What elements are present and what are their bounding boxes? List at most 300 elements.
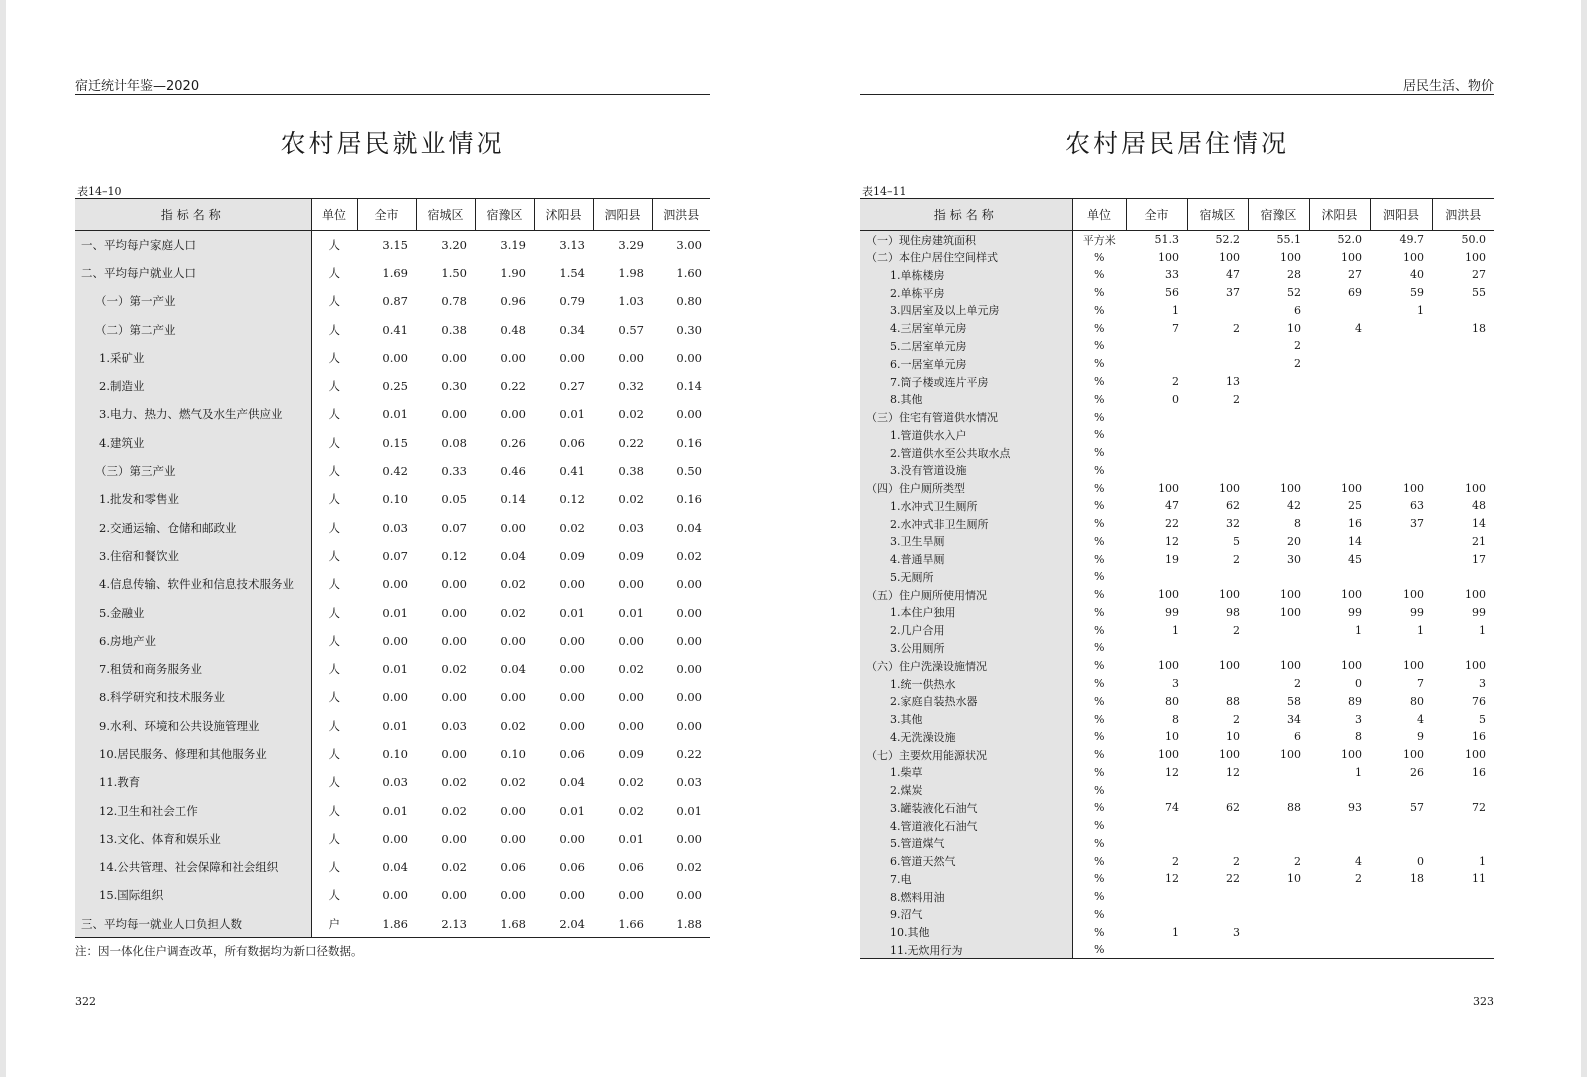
value-cell: 0.00 [382,633,408,648]
value-cell: 0.00 [559,888,585,903]
row-label: 2.几户合用 [860,621,1072,639]
value-cell [1248,621,1309,639]
value-cell [1432,337,1494,355]
value-cell: 0.10 [382,746,408,761]
value-cell: 47 [1226,268,1240,282]
row-label: 4.建筑业 [75,429,311,457]
value-cell: 28 [1287,268,1301,282]
value-cell: 100 [1341,659,1362,673]
value-cell: 0.01 [618,831,644,846]
value-cell: 0.02 [676,548,702,563]
table-row [75,910,710,938]
value-cell: 1.60 [676,265,702,280]
unit-cell: % [1072,568,1126,586]
value-cell: 0.34 [559,322,585,337]
row-label: 6.房地产业 [75,627,311,655]
table-row [860,852,1494,870]
value-cell: 0.22 [500,379,526,394]
value-cell: 51.3 [1154,233,1179,247]
value-cell: 45 [1348,552,1362,566]
unit-cell: 人 [311,457,357,485]
unit-cell: % [1072,319,1126,337]
value-cell: 0.01 [382,605,408,620]
value-cell: 2 [1294,854,1301,868]
value-cell: 100 [1465,250,1486,264]
value-cell: 10 [1226,730,1240,744]
value-cell: 8 [1294,517,1301,531]
value-cell: 99 [1348,605,1362,619]
value-cell: 6 [1294,730,1301,744]
value-cell: 3.15 [382,237,408,252]
unit-cell: % [1072,621,1126,639]
value-cell: 2 [1233,854,1240,868]
value-cell: 0.00 [382,888,408,903]
value-cell [1370,337,1432,355]
value-cell: 0.16 [676,492,702,507]
value-cell: 0.03 [382,520,408,535]
row-label: 二、平均每户就业人口 [75,259,311,287]
row-label: （四）住户厕所类型 [860,479,1072,497]
value-cell: 99 [1410,605,1424,619]
row-label: 6.管道天然气 [860,852,1072,870]
value-cell: 0.02 [441,662,467,677]
value-cell: 22 [1226,872,1240,886]
table-row [860,426,1494,444]
column-header: 泗洪县 [652,199,710,231]
value-cell: 0.04 [559,775,585,790]
row-label: 10.居民服务、修理和其他服务业 [75,740,311,768]
row-label: 1.管道供水入户 [860,426,1072,444]
value-cell [1309,835,1370,853]
table-row [860,906,1494,924]
value-cell: 0.00 [441,690,467,705]
value-cell [1309,923,1370,941]
value-cell: 0.00 [618,718,644,733]
unit-cell: 人 [311,259,357,287]
table-row [860,568,1494,586]
value-cell [1248,888,1309,906]
table-row [860,533,1494,551]
table-row [860,444,1494,462]
unit-cell: 户 [311,910,357,938]
unit-cell: 人 [311,400,357,428]
row-label: 9.水利、环境和公共设施管理业 [75,712,311,740]
value-cell [1126,444,1187,462]
unit-cell: % [1072,426,1126,444]
value-cell: 3 [1233,925,1240,939]
value-cell: 0.02 [618,803,644,818]
value-cell [1187,781,1248,799]
value-cell [1432,302,1494,320]
value-cell [1126,426,1187,444]
table-row [860,550,1494,568]
table-row [860,266,1494,284]
value-cell: 48 [1472,499,1486,513]
table-row [860,763,1494,781]
value-cell: 42 [1287,499,1301,513]
page-right [860,0,1494,1077]
running-header [860,74,1494,95]
value-cell [1432,568,1494,586]
unit-cell: % [1072,941,1126,959]
value-cell [1187,302,1248,320]
value-cell: 7 [1417,677,1424,691]
value-cell: 2.13 [416,910,475,938]
value-cell: 34 [1287,712,1301,726]
row-label: 11.无炊用行为 [860,941,1072,959]
value-cell: 0.96 [500,294,526,309]
row-label: （七）主要炊用能源状况 [860,746,1072,764]
value-cell: 2 [1355,872,1362,886]
page-number: 322 [75,995,96,1008]
value-cell: 1.90 [500,265,526,280]
value-cell: 0.09 [559,548,585,563]
value-cell: 98 [1226,605,1240,619]
unit-cell: % [1072,604,1126,622]
value-cell: 0.00 [500,407,526,422]
page-title: 农村居民就业情况 [280,129,505,158]
unit-cell: 人 [311,429,357,457]
value-cell: 6 [1294,303,1301,317]
row-label: 3.住宿和餐饮业 [75,542,311,570]
value-cell: 0.33 [441,464,467,479]
value-cell: 0.41 [382,322,408,337]
unit-cell: % [1072,586,1126,604]
table-header-row [75,199,710,231]
value-cell [1248,408,1309,426]
value-cell: 100 [1219,748,1240,762]
value-cell: 0.48 [500,322,526,337]
value-cell: 1.66 [593,910,652,938]
value-cell [1126,906,1187,924]
row-label: 1.单栋楼房 [860,266,1072,284]
value-cell: 1.98 [618,265,644,280]
value-cell [1370,568,1432,586]
value-cell: 27 [1348,268,1362,282]
value-cell: 0.00 [441,888,467,903]
value-cell: 0.02 [441,860,467,875]
row-label: 4.管道液化石油气 [860,817,1072,835]
value-cell: 13 [1226,375,1240,388]
value-cell [1309,941,1370,959]
row-label: 1.统一供热水 [860,675,1072,693]
value-cell [1432,444,1494,462]
value-cell: 0.32 [618,379,644,394]
value-cell: 55 [1472,286,1486,300]
value-cell: 1.54 [559,265,585,280]
value-cell: 100 [1158,659,1179,673]
value-cell [1126,888,1187,906]
value-cell: 0.00 [500,831,526,846]
value-cell: 100 [1158,481,1179,495]
value-cell [1432,639,1494,657]
value-cell: 0.00 [676,605,702,620]
column-header: 宿豫区 [475,199,534,231]
table-row [75,627,710,655]
row-label: 5.无厕所 [860,568,1072,586]
unit-cell: 人 [311,231,357,259]
value-cell: 100 [1280,659,1301,673]
value-cell: 0 [1172,392,1179,406]
row-label: 2.家庭自装热水器 [860,692,1072,710]
value-cell: 49.7 [1399,233,1424,247]
value-cell: 0 [1417,854,1424,868]
value-cell: 0.00 [559,690,585,705]
column-header: 指标名称 [75,199,311,231]
value-cell: 11 [1472,872,1486,886]
value-cell: 0.05 [441,492,467,507]
value-cell: 80 [1165,694,1179,708]
unit-cell: % [1072,497,1126,515]
row-label: 2.制造业 [75,372,311,400]
value-cell: 1.03 [618,294,644,309]
value-cell: 8 [1355,730,1362,744]
value-cell: 21 [1472,534,1486,548]
value-cell: 0.25 [382,379,408,394]
table-row [860,675,1494,693]
value-cell [1432,355,1494,373]
value-cell: 2 [1233,712,1240,726]
unit-cell: 平方米 [1072,231,1126,249]
row-label: （三）住宅有管道供水情况 [860,408,1072,426]
row-label: 4.三居室单元房 [860,319,1072,337]
value-cell [1309,906,1370,924]
value-cell: 52.0 [1337,233,1362,247]
value-cell [1187,888,1248,906]
value-cell: 100 [1465,481,1486,495]
table-row [860,479,1494,497]
row-label: 2.交通运输、仓储和邮政业 [75,513,311,541]
unit-cell: 人 [311,372,357,400]
value-cell [1187,675,1248,693]
column-header: 单位 [311,199,357,231]
value-cell: 7 [1172,321,1179,335]
table-row [860,461,1494,479]
row-label: 5.金融业 [75,598,311,626]
value-cell [1432,941,1494,959]
value-cell [1309,781,1370,799]
table-row [860,835,1494,853]
value-cell: 0.09 [618,548,644,563]
value-cell [1309,639,1370,657]
table-row [860,657,1494,675]
row-label: 2.单栋平房 [860,284,1072,302]
value-cell: 100 [1158,250,1179,264]
value-cell: 0.30 [441,379,467,394]
value-cell: 12 [1165,534,1179,548]
value-cell: 100 [1219,481,1240,495]
unit-cell: % [1072,835,1126,853]
unit-cell: % [1072,817,1126,835]
value-cell: 0.26 [500,435,526,450]
value-cell: 0.02 [618,492,644,507]
table-row [860,337,1494,355]
value-cell: 100 [1158,588,1179,602]
value-cell: 0.00 [441,350,467,365]
value-cell: 10 [1287,321,1301,335]
value-cell: 100 [1341,250,1362,264]
value-cell: 50.0 [1461,233,1486,247]
value-cell: 2 [1294,357,1301,371]
value-cell: 52.2 [1215,233,1240,247]
row-label: 14.公共管理、社会保障和社会组织 [75,853,311,881]
value-cell [1248,390,1309,408]
value-cell: 100 [1465,659,1486,673]
value-cell [1432,426,1494,444]
unit-cell: % [1072,692,1126,710]
value-cell: 0.00 [382,577,408,592]
table-row [75,457,710,485]
value-cell: 0.04 [382,860,408,875]
row-label: 11.教育 [75,768,311,796]
value-cell: 0.02 [618,775,644,790]
value-cell: 52 [1287,286,1301,300]
value-cell: 3 [1355,712,1362,726]
value-cell [1187,941,1248,959]
value-cell [1187,568,1248,586]
unit-cell: % [1072,799,1126,817]
value-cell: 2 [1233,392,1240,406]
value-cell: 0.08 [441,435,467,450]
unit-cell: 人 [311,344,357,372]
unit-cell: % [1072,781,1126,799]
table-row [75,344,710,372]
table-row [75,287,710,315]
value-cell: 0.00 [500,803,526,818]
value-cell: 26 [1410,765,1424,779]
value-cell: 12 [1226,765,1240,779]
value-cell: 100 [1219,588,1240,602]
value-cell: 0.04 [676,520,702,535]
table-row [860,515,1494,533]
value-cell: 18 [1410,872,1424,886]
table-row [75,513,710,541]
unit-cell: 人 [311,598,357,626]
value-cell [1309,568,1370,586]
value-cell [1248,763,1309,781]
unit-cell: 人 [311,853,357,881]
value-cell: 0.00 [618,888,644,903]
value-cell [1370,835,1432,853]
value-cell: 0.14 [676,379,702,394]
value-cell [1248,373,1309,391]
row-label: 5.二居室单元房 [860,337,1072,355]
value-cell: 0.00 [382,831,408,846]
unit-cell: % [1072,408,1126,426]
value-cell [1432,373,1494,391]
value-cell [1370,923,1432,941]
table-row [75,825,710,853]
table-row [75,683,710,711]
value-cell: 1 [1355,623,1362,637]
value-cell: 12 [1165,872,1179,886]
value-cell: 17 [1472,552,1486,566]
table-row [860,284,1494,302]
row-label: 10.其他 [860,923,1072,941]
unit-cell: 人 [311,315,357,343]
value-cell: 37 [1410,517,1424,531]
value-cell: 0.01 [618,605,644,620]
unit-cell: 人 [311,740,357,768]
row-label: 3.电力、热力、燃气及水生产供应业 [75,400,311,428]
unit-cell: 人 [311,825,357,853]
table-row [860,390,1494,408]
value-cell: 100 [1280,250,1301,264]
unit-cell: % [1072,515,1126,533]
table-number: 表14–10 [77,185,122,198]
unit-cell: % [1072,852,1126,870]
table-row [860,248,1494,266]
value-cell: 0.04 [500,662,526,677]
unit-cell: % [1072,710,1126,728]
unit-cell: % [1072,266,1126,284]
value-cell [1370,550,1432,568]
table-row [860,710,1494,728]
value-cell [1248,781,1309,799]
unit-cell: % [1072,675,1126,693]
unit-cell: 人 [311,570,357,598]
value-cell: 16 [1472,765,1486,779]
value-cell: 3.29 [618,237,644,252]
unit-cell: % [1072,248,1126,266]
value-cell: 0.02 [500,577,526,592]
value-cell: 0.00 [559,633,585,648]
value-cell: 0.02 [500,775,526,790]
value-cell: 47 [1165,499,1179,513]
value-cell: 0.46 [500,464,526,479]
value-cell: 0.02 [500,605,526,620]
value-cell: 1 [1172,303,1179,317]
row-label: 3.没有管道设施 [860,461,1072,479]
value-cell: 3.19 [500,237,526,252]
value-cell [1187,817,1248,835]
value-cell: 100 [1341,481,1362,495]
value-cell [1248,817,1309,835]
value-cell [1370,781,1432,799]
value-cell [1187,639,1248,657]
value-cell: 59 [1410,286,1424,300]
value-cell: 37 [1226,286,1240,300]
value-cell: 32 [1226,517,1240,531]
value-cell [1126,941,1187,959]
employment-table [75,198,710,938]
value-cell [1370,373,1432,391]
value-cell [1309,408,1370,426]
value-cell [1248,444,1309,462]
page-left [75,0,710,1077]
table-row [860,888,1494,906]
table-row [860,373,1494,391]
row-label: 4.无洗澡设施 [860,728,1072,746]
book-edge-right [1581,0,1587,1077]
row-label: 三、平均每一就业人口负担人数 [75,910,311,938]
value-cell: 0.12 [559,492,585,507]
value-cell: 0.16 [676,435,702,450]
value-cell: 0.02 [618,407,644,422]
unit-cell: % [1072,639,1126,657]
value-cell [1432,390,1494,408]
value-cell: 100 [1158,748,1179,762]
table-row [75,712,710,740]
value-cell: 0.00 [676,690,702,705]
column-header: 泗阳县 [1370,199,1432,231]
unit-cell: % [1072,373,1126,391]
value-cell: 1 [1172,925,1179,939]
unit-cell: 人 [311,796,357,824]
value-cell: 1 [1417,623,1424,637]
row-label: 3.卫生旱厕 [860,533,1072,551]
value-cell: 1 [1479,623,1486,637]
